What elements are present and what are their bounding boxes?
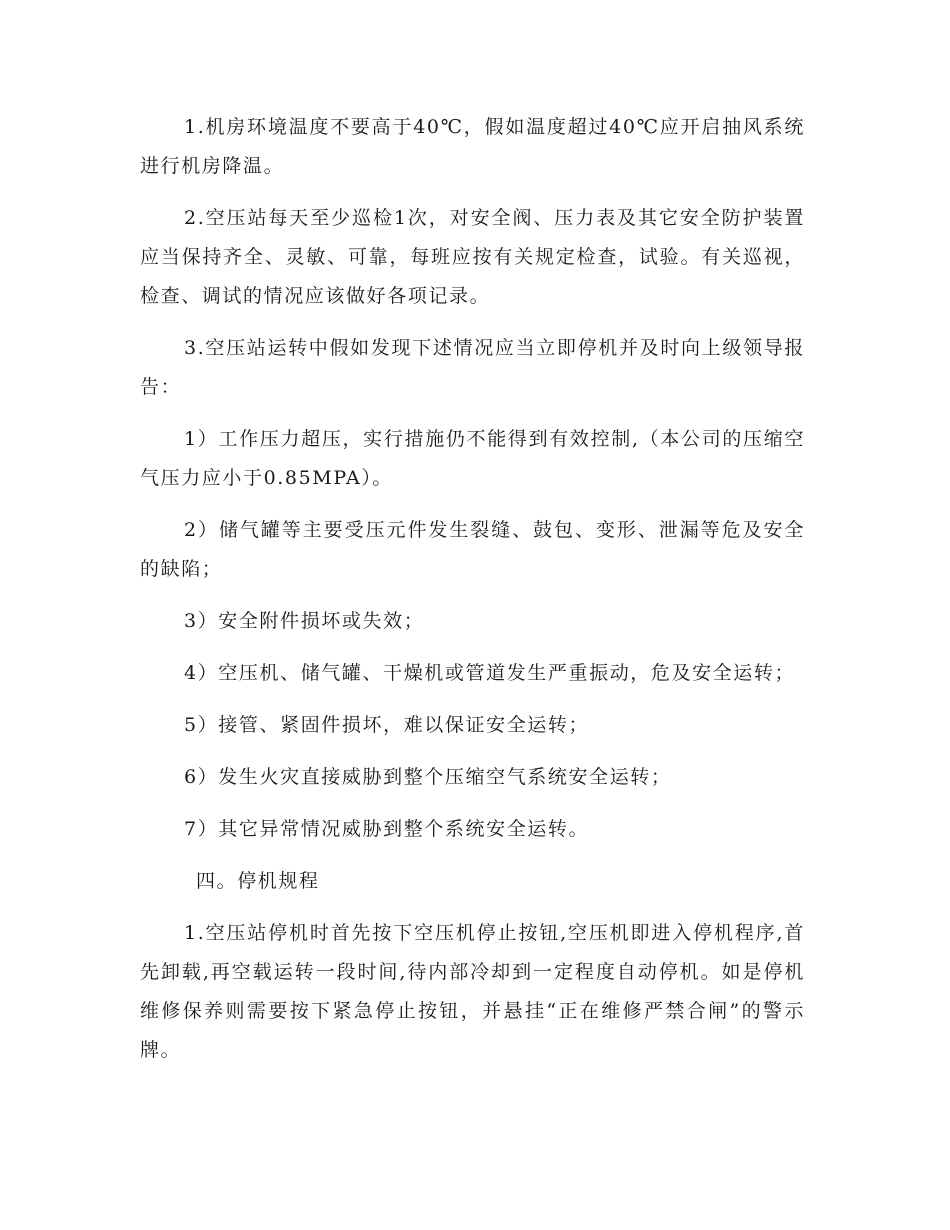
paragraph-stop-conditions: 3.空压站运转中假如发现下述情况应当立即停机并及时向上级领导报告：: [140, 337, 805, 398]
list-item-tank-defects: 2）储气罐等主要受压元件发生裂缝、鼓包、变形、泄漏等危及安全的缺陷；: [140, 519, 805, 580]
paragraph-daily-inspection: 2.空压站每天至少巡检1次，对安全阀、压力表及其它安全防护装置应当保持齐全、灵敏、可靠，每班应按有关规定检查，试验。有关巡视，检查、调试的情况应该做好各项记录。: [140, 207, 805, 307]
list-item-fire: 6）发生火灾直接威胁到整个压缩空气系统安全运转；: [184, 766, 672, 788]
list-item-other-abnormal: 7）其它异常情况威胁到整个系统安全运转。: [184, 818, 590, 840]
section-heading-shutdown: 四。停机规程: [196, 870, 320, 892]
list-item-overpressure: 1）工作压力超压，实行措施仍不能得到有效控制,（本公司的压缩空气压力应小于0.85MPA）。: [140, 428, 805, 489]
list-item-safety-accessory: 3）安全附件损坏或失效；: [184, 610, 425, 632]
list-item-vibration: 4）空压机、储气罐、干燥机或管道发生严重振动，危及安全运转；: [184, 662, 796, 684]
paragraph-shutdown-procedure: 1.空压站停机时首先按下空压机停止按钮,空压机即进入停机程序,首先卸载,再空载运转一段时间,待内部冷却到一定程度自动停机。如是停机维修保养则需要按下紧急停止按钮，并悬挂“正在维修严禁合闸”的警示牌。: [140, 922, 805, 1061]
list-item-fittings: 5）接管、紧固件损坏，难以保证安全运转；: [184, 714, 590, 736]
paragraph-room-temperature: 1.机房环境温度不要高于40℃，假如温度超过40℃应开启抽风系统进行机房降温。: [140, 116, 805, 177]
document-body: [140, 108, 805, 1083]
